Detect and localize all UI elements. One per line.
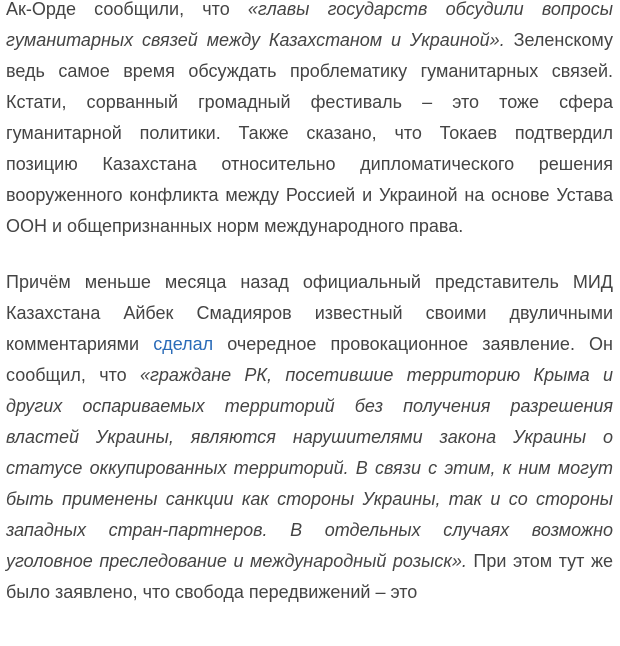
paragraph-1-quote: «главы государств обсудили вопросы гуманитарных связей между Казахстаном и Украиной». <box>6 0 613 50</box>
article-body <box>6 0 613 608</box>
paragraph-2-text-3: При этом тут же было заявлено, что свобода передвижений – это <box>6 551 614 602</box>
paragraph-2-text-1: Причём меньше месяца назад официальный представитель МИД Казахстана Айбек Смадияров известный своими двуличными комментариями <box>6 272 613 354</box>
paragraph-2-text-2: очередное провокационное заявление. Он сообщил, что <box>6 334 613 385</box>
made-statement-link[interactable]: сделал <box>153 334 214 354</box>
paragraph-2-quote: «граждане РК, посетившие территорию Крыма и других оспариваемых территорий без получения разрешения властей Украины, являются нарушителями закона Украины о статусе оккупированных территорий. В связи с этим, к ним могут быть применены санкции как стороны Украины, так и со стороны западных стран-партнеров. В отдельных случаях возможно уголовное преследование и международный розыск». <box>6 365 613 571</box>
paragraph-1 <box>6 0 613 242</box>
paragraph-1-text-1: Ак-Орде сообщили, что <box>6 0 248 19</box>
paragraph-2 <box>6 267 613 608</box>
paragraph-1-text-2: Зеленскому ведь самое время обсуждать проблематику гуманитарных связей. Кстати, сорванный громадный фестиваль – это тоже сфера гуманитарной политики. Также сказано, что Токаев подтвердил позицию Казахстана относительно дипломатического решения вооруженного конфликта между Россией и Украиной на основе Устава ООН и общепризнанных норм международного права. <box>6 30 614 236</box>
